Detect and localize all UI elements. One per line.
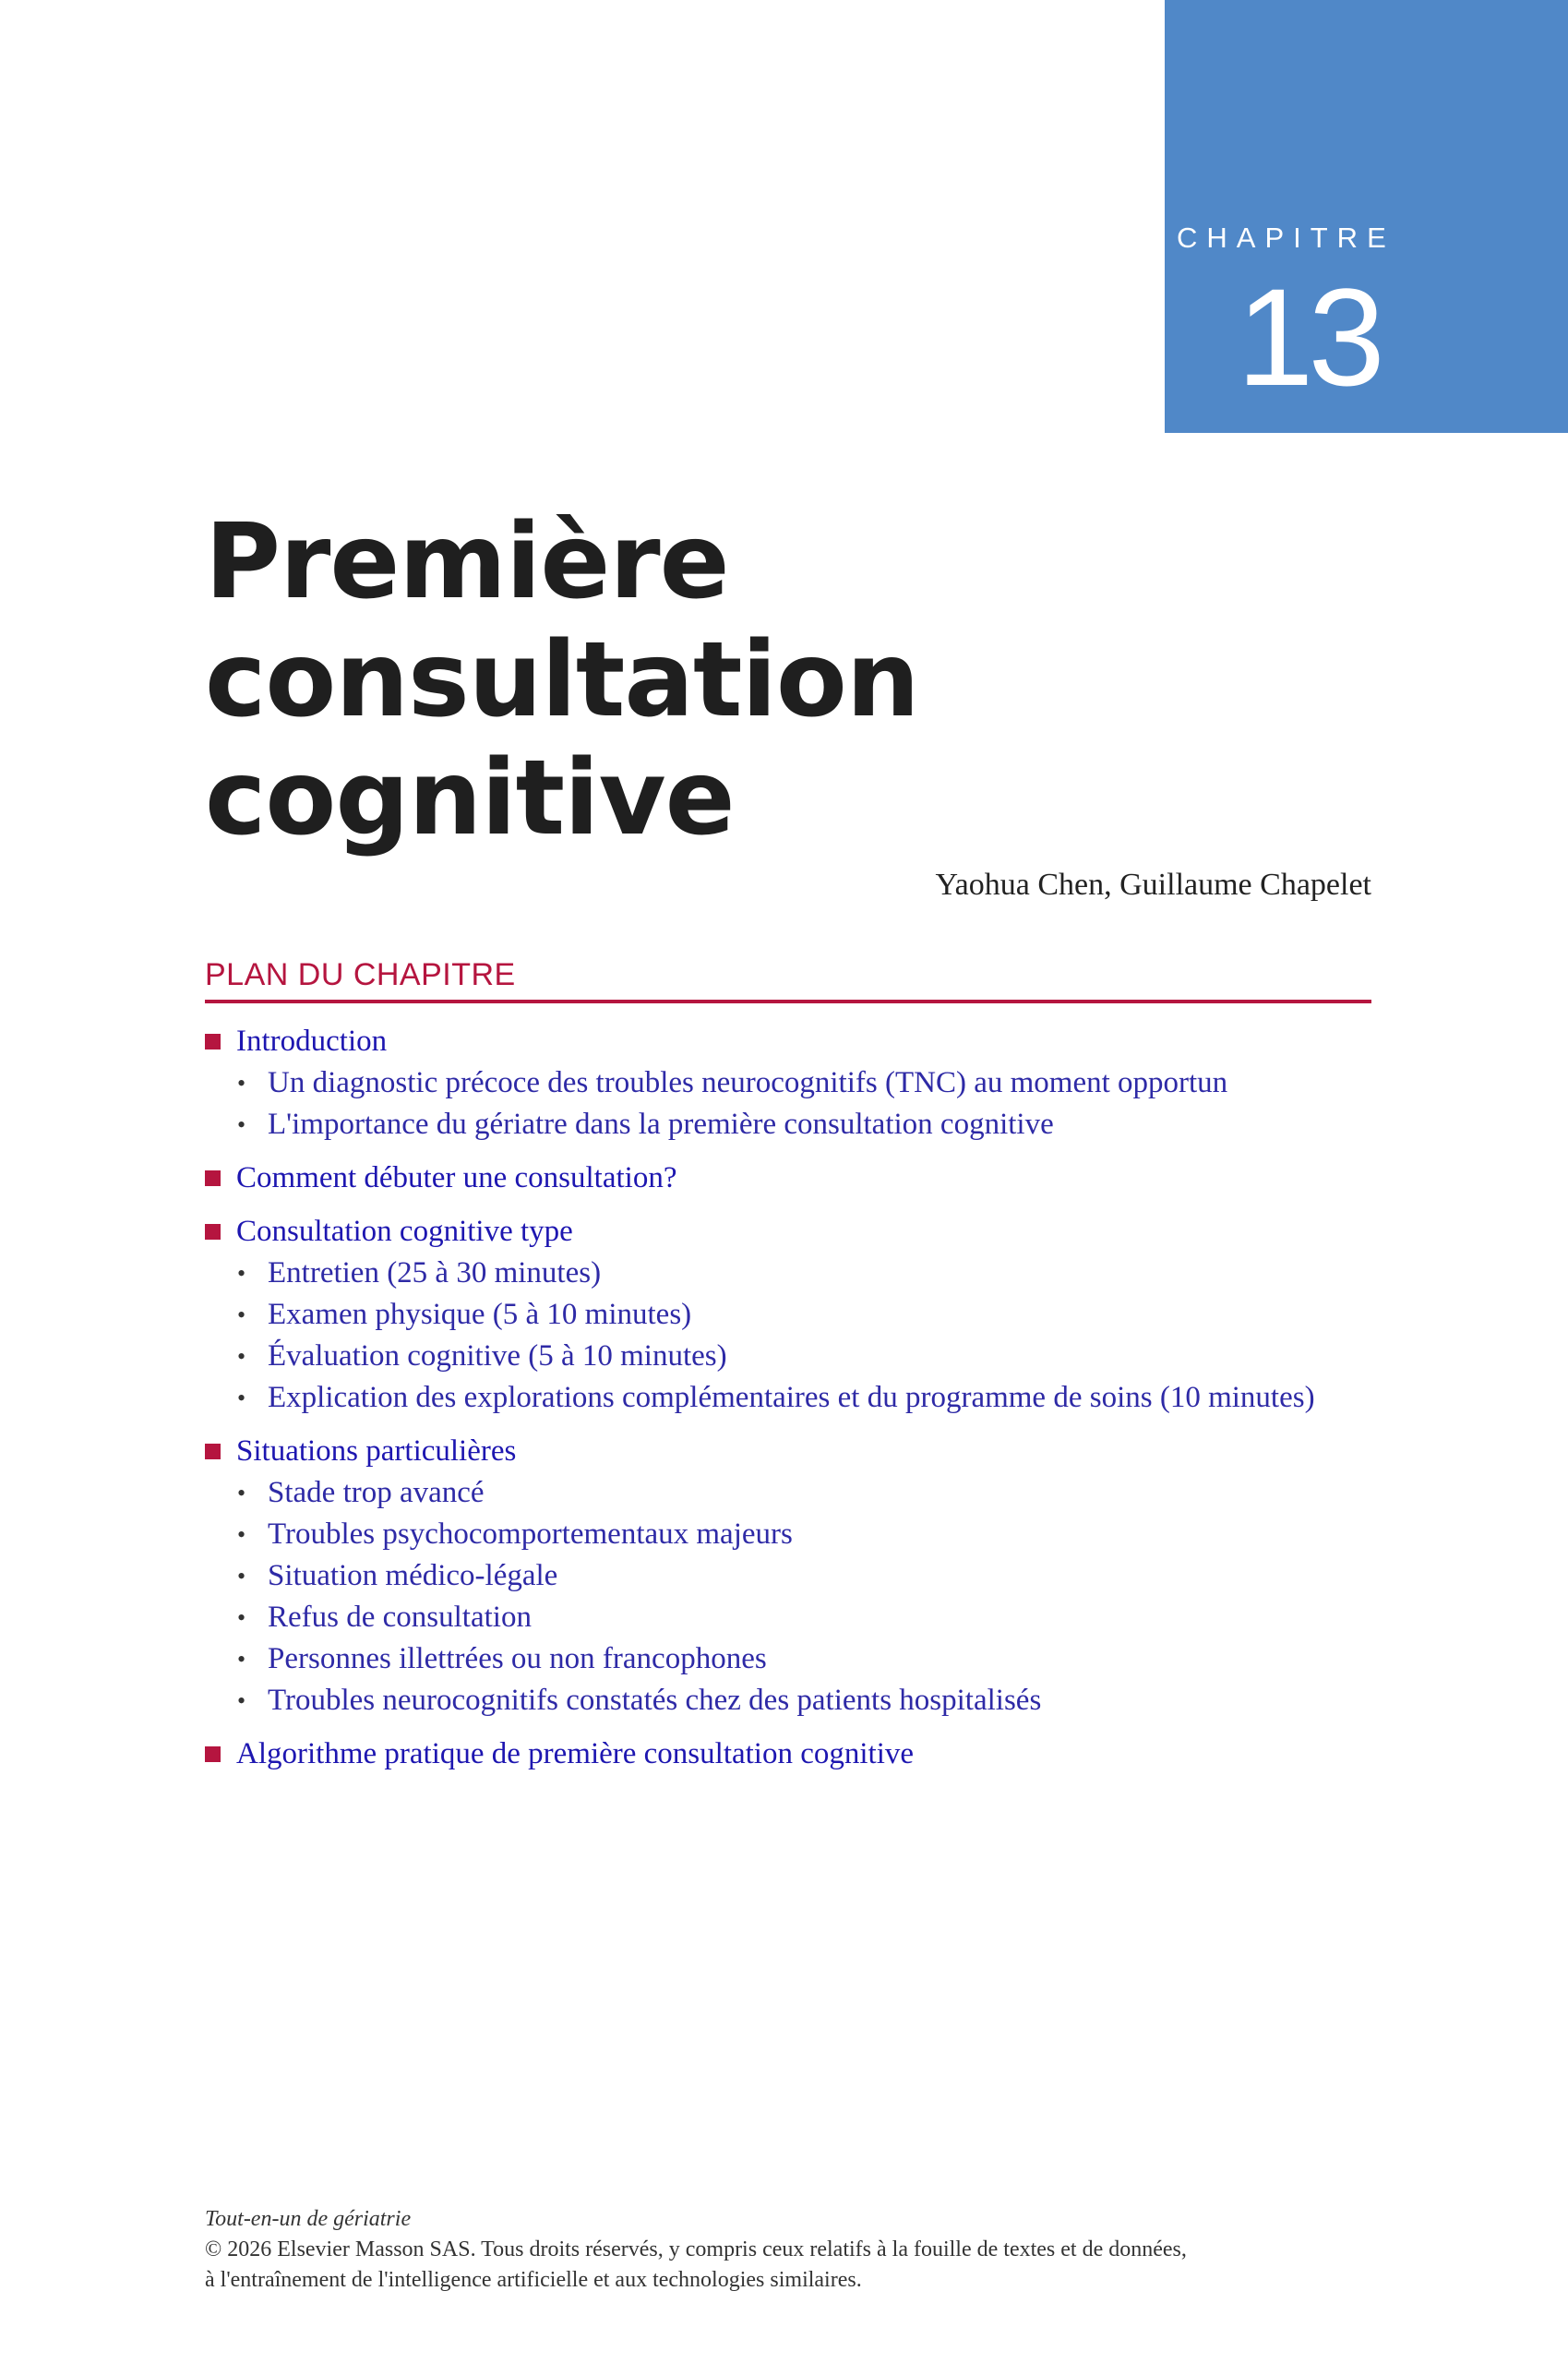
plan-heading: PLAN DU CHAPITRE: [205, 957, 516, 992]
plan-divider: [205, 1000, 1371, 1003]
toc-section-label: Situations particulières: [236, 1433, 517, 1468]
toc-subsection-label: Entretien (25 à 30 minutes): [268, 1256, 602, 1289]
toc-section-link[interactable]: [205, 1210, 1395, 1253]
toc-subsection-link[interactable]: [205, 1336, 1395, 1377]
toc-section-label: Algorithme pratique de première consultation cognitive: [236, 1736, 915, 1770]
bullet-icon: •: [237, 1479, 246, 1506]
toc-subsection-label: Évaluation cognitive (5 à 10 minutes): [268, 1339, 727, 1373]
toc-section-link[interactable]: [205, 1733, 1395, 1775]
bullet-icon: •: [237, 1259, 246, 1287]
page-title-line1: Première consultation: [205, 502, 919, 740]
toc-subsection-link[interactable]: [205, 1680, 1395, 1721]
toc-section: [205, 1430, 1395, 1721]
footer-book-title: Tout-en-un de gériatrie: [205, 2207, 412, 2231]
page-title-line2: cognitive: [205, 738, 735, 858]
toc-section-link[interactable]: [205, 1020, 1395, 1062]
toc-section-link[interactable]: [205, 1157, 1395, 1199]
square-bullet-icon: [205, 1034, 221, 1050]
bullet-icon: •: [237, 1603, 246, 1631]
toc-subsection-label: Troubles psychocomportementaux majeurs: [268, 1517, 793, 1551]
square-bullet-icon: [205, 1444, 221, 1459]
toc-subsection-label: Un diagnostic précoce des troubles neurocognitifs (TNC) au moment opportun: [268, 1066, 1228, 1099]
toc-section: [205, 1733, 1395, 1775]
bullet-icon: •: [237, 1686, 246, 1714]
page-title: [205, 503, 1405, 858]
toc-section: [205, 1210, 1395, 1419]
toc-subsection-link[interactable]: [205, 1555, 1395, 1597]
square-bullet-icon: [205, 1170, 221, 1186]
toc-subsection-label: Explication des explorations complémentaires et du programme de soins (10 minutes): [268, 1381, 1315, 1414]
toc-section: [205, 1020, 1395, 1146]
toc-section-label: Comment débuter une consultation?: [236, 1160, 677, 1194]
toc-section-label: Introduction: [236, 1024, 388, 1058]
footer-copyright-line1: © 2026 Elsevier Masson SAS. Tous droits réservés, y compris ceux relatifs à la fouille de textes et de données,: [205, 2237, 1187, 2261]
toc-subsection-link[interactable]: [205, 1472, 1395, 1514]
bullet-icon: •: [237, 1301, 246, 1328]
table-of-contents: [205, 1020, 1395, 1786]
bullet-icon: •: [237, 1645, 246, 1673]
bullet-icon: •: [237, 1520, 246, 1548]
authors: Yaohua Chen, Guillaume Chapelet: [935, 868, 1371, 902]
bullet-icon: •: [237, 1384, 246, 1411]
toc-section-label: Consultation cognitive type: [236, 1214, 573, 1248]
chapter-label: CHAPITRE: [1177, 222, 1395, 254]
toc-section-link[interactable]: [205, 1430, 1395, 1472]
square-bullet-icon: [205, 1746, 221, 1762]
toc-subsection-label: Situation médico-légale: [268, 1559, 558, 1592]
toc-subsection-link[interactable]: [205, 1597, 1395, 1638]
toc-subsection-label: Stade trop avancé: [268, 1476, 485, 1509]
toc-subsection-label: Troubles neurocognitifs constatés chez des patients hospitalisés: [268, 1684, 1042, 1717]
footer-copyright-line2: à l'entraînement de l'intelligence artificielle et aux technologies similaires.: [205, 2268, 862, 2292]
toc-subsection-link[interactable]: [205, 1514, 1395, 1555]
toc-section: [205, 1157, 1395, 1199]
footer: [205, 2204, 1405, 2296]
bullet-icon: •: [237, 1342, 246, 1370]
toc-subsection-link[interactable]: [205, 1062, 1395, 1104]
toc-subsection-label: Personnes illettrées ou non francophones: [268, 1642, 767, 1675]
square-bullet-icon: [205, 1224, 221, 1240]
toc-subsection-label: Examen physique (5 à 10 minutes): [268, 1298, 692, 1331]
toc-subsection-link[interactable]: [205, 1638, 1395, 1680]
toc-subsection-label: L'importance du gériatre dans la première consultation cognitive: [268, 1108, 1054, 1141]
toc-subsection-link[interactable]: [205, 1253, 1395, 1294]
toc-subsection-link[interactable]: [205, 1104, 1395, 1146]
toc-subsection-link[interactable]: [205, 1377, 1395, 1419]
chapter-number: 13: [1237, 259, 1380, 414]
bullet-icon: •: [237, 1069, 246, 1097]
toc-subsection-link[interactable]: [205, 1294, 1395, 1336]
bullet-icon: •: [237, 1110, 246, 1138]
bullet-icon: •: [237, 1562, 246, 1589]
toc-subsection-label: Refus de consultation: [268, 1601, 532, 1634]
